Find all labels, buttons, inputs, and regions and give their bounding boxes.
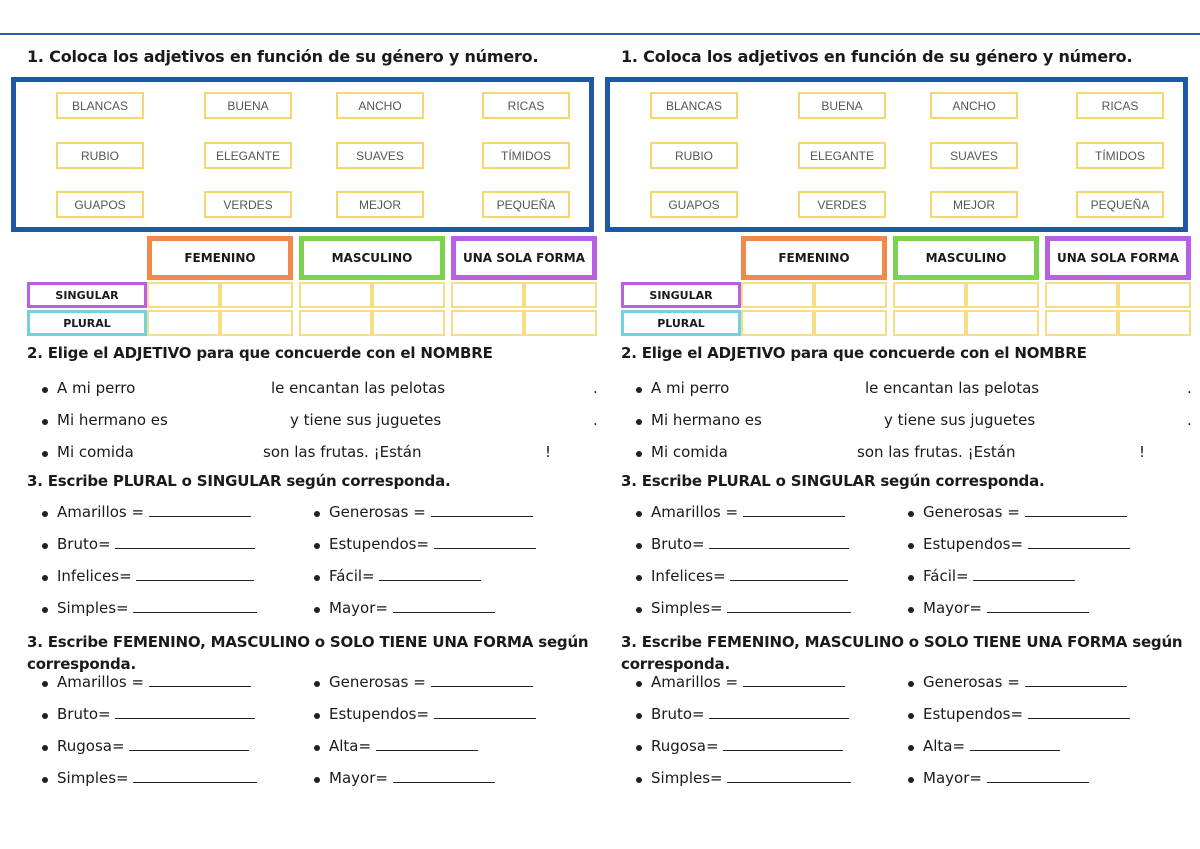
col-masculino: MASCULINO: [893, 236, 1039, 280]
answer-cell[interactable]: [1045, 310, 1118, 336]
answer-blank[interactable]: [709, 535, 849, 549]
section3-title: 3. Escribe PLURAL o SINGULAR según corresponda.: [27, 472, 451, 490]
word-tile: RICAS: [1076, 92, 1164, 119]
sentence-end: !: [545, 443, 552, 461]
answer-blank[interactable]: [149, 503, 251, 517]
word-tile: BLANCAS: [56, 92, 144, 119]
answer-cell[interactable]: [147, 310, 220, 336]
word-tile: MEJOR: [930, 191, 1018, 218]
answer-blank[interactable]: [136, 567, 254, 581]
section4-title: 3. Escribe FEMENINO, MASCULINO o SOLO TIENE UNA FORMA según corresponda.: [27, 633, 589, 673]
sentence-tail: y tiene sus juguetes: [884, 411, 1036, 429]
answer-blank[interactable]: [431, 503, 533, 517]
answer-blank[interactable]: [723, 737, 843, 751]
exercise-item: Estupendos=: [923, 535, 1130, 553]
sentence-tail: y tiene sus juguetes: [290, 411, 442, 429]
answer-blank[interactable]: [149, 673, 251, 687]
exercise-item: Bruto=: [651, 535, 849, 553]
answer-blank[interactable]: [709, 705, 849, 719]
answer-blank[interactable]: [376, 737, 478, 751]
exercise-item: Generosas =: [329, 673, 533, 691]
answer-cell[interactable]: [220, 310, 293, 336]
exercise-item: Amarillos =: [57, 503, 251, 521]
exercise-item: Simples=: [651, 769, 851, 787]
sentence-item: Mi comida: [651, 443, 728, 461]
word-bank: [11, 77, 594, 232]
answer-blank[interactable]: [987, 599, 1089, 613]
answer-cell[interactable]: [741, 310, 814, 336]
answer-blank[interactable]: [727, 599, 851, 613]
exercise-item: Alta=: [923, 737, 1060, 755]
exercise-item: Mayor=: [329, 769, 495, 787]
answer-blank[interactable]: [434, 705, 536, 719]
exercise-item: Estupendos=: [923, 705, 1130, 723]
exercise-item: Rugosa=: [57, 737, 249, 755]
word-tile: VERDES: [798, 191, 886, 218]
exercise-item: Fácil=: [329, 567, 481, 585]
sentence-item: Mi hermano es: [651, 411, 762, 429]
answer-blank[interactable]: [1028, 535, 1130, 549]
sentence-tail: le encantan las pelotas: [865, 379, 1040, 397]
col-una-sola-forma: UNA SOLA FORMA: [451, 236, 597, 280]
section1-title: 1. Coloca los adjetivos en función de su género y número.: [621, 47, 1133, 66]
exercise-item: Amarillos =: [651, 673, 845, 691]
answer-blank[interactable]: [379, 567, 481, 581]
section2-title: 2. Elige el ADJETIVO para que concuerde con el NOMBRE: [27, 344, 493, 362]
answer-cell[interactable]: [220, 282, 293, 308]
exercise-item: Amarillos =: [651, 503, 845, 521]
word-tile: GUAPOS: [56, 191, 144, 218]
exercise-item: Infelices=: [57, 567, 254, 585]
word-tile: RUBIO: [650, 142, 738, 169]
exercise-item: Infelices=: [651, 567, 848, 585]
sentence-end: .: [593, 411, 598, 429]
word-tile: RUBIO: [56, 142, 144, 169]
word-tile: TÍMIDOS: [1076, 142, 1164, 169]
exercise-item: Simples=: [57, 769, 257, 787]
exercise-item: Mayor=: [329, 599, 495, 617]
word-tile: SUAVES: [336, 142, 424, 169]
word-tile: PEQUEÑA: [1076, 191, 1164, 218]
word-tile: PEQUEÑA: [482, 191, 570, 218]
section1-title: 1. Coloca los adjetivos en función de su género y número.: [27, 47, 539, 66]
answer-blank[interactable]: [727, 769, 851, 783]
word-tile: BUENA: [798, 92, 886, 119]
answer-blank[interactable]: [129, 737, 249, 751]
word-tile: ANCHO: [930, 92, 1018, 119]
answer-cell[interactable]: [814, 282, 887, 308]
sentence-item: A mi perro: [57, 379, 136, 397]
col-una-sola-forma: UNA SOLA FORMA: [1045, 236, 1191, 280]
exercise-item: Estupendos=: [329, 535, 536, 553]
col-femenino: FEMENINO: [147, 236, 293, 280]
worksheet-right: [621, 0, 1200, 849]
answer-cell[interactable]: [814, 310, 887, 336]
section4-title: 3. Escribe FEMENINO, MASCULINO o SOLO TIENE UNA FORMA según corresponda.: [621, 633, 1183, 673]
answer-blank[interactable]: [393, 769, 495, 783]
answer-cell[interactable]: [966, 310, 1039, 336]
answer-blank[interactable]: [393, 599, 495, 613]
word-tile: ANCHO: [336, 92, 424, 119]
answer-blank[interactable]: [973, 567, 1075, 581]
answer-blank[interactable]: [743, 673, 845, 687]
answer-cell[interactable]: [893, 310, 966, 336]
exercise-item: Estupendos=: [329, 705, 536, 723]
answer-cell[interactable]: [1118, 282, 1191, 308]
word-tile: ELEGANTE: [204, 142, 292, 169]
answer-blank[interactable]: [115, 705, 255, 719]
answer-blank[interactable]: [970, 737, 1060, 751]
word-tile: GUAPOS: [650, 191, 738, 218]
answer-blank[interactable]: [115, 535, 255, 549]
answer-blank[interactable]: [1028, 705, 1130, 719]
exercise-item: Bruto=: [57, 535, 255, 553]
exercise-item: Generosas =: [923, 673, 1127, 691]
answer-cell[interactable]: [299, 282, 372, 308]
worksheet-left: [27, 0, 607, 849]
exercise-item: Mayor=: [923, 769, 1089, 787]
word-tile: BUENA: [204, 92, 292, 119]
answer-cell[interactable]: [372, 310, 445, 336]
word-tile: RICAS: [482, 92, 570, 119]
answer-cell[interactable]: [524, 310, 597, 336]
word-tile: BLANCAS: [650, 92, 738, 119]
sentence-item: Mi hermano es: [57, 411, 168, 429]
sentence-end: .: [593, 379, 598, 397]
answer-cell[interactable]: [299, 310, 372, 336]
answer-blank[interactable]: [1025, 673, 1127, 687]
word-tile: TÍMIDOS: [482, 142, 570, 169]
answer-cell[interactable]: [147, 282, 220, 308]
word-tile: SUAVES: [930, 142, 1018, 169]
answer-cell[interactable]: [893, 282, 966, 308]
row-singular: SINGULAR: [27, 282, 147, 308]
exercise-item: Fácil=: [923, 567, 1075, 585]
word-tile: ELEGANTE: [798, 142, 886, 169]
row-plural: PLURAL: [27, 310, 147, 336]
exercise-item: Simples=: [651, 599, 851, 617]
answer-cell[interactable]: [372, 282, 445, 308]
sentence-item: Mi comida: [57, 443, 134, 461]
section3-title: 3. Escribe PLURAL o SINGULAR según corresponda.: [621, 472, 1045, 490]
exercise-item: Amarillos =: [57, 673, 251, 691]
answer-cell[interactable]: [451, 310, 524, 336]
answer-blank[interactable]: [434, 535, 536, 549]
answer-cell[interactable]: [524, 282, 597, 308]
word-tile: MEJOR: [336, 191, 424, 218]
sentence-end: .: [1187, 379, 1192, 397]
exercise-item: Generosas =: [923, 503, 1127, 521]
sentence-tail: son las frutas. ¡Están: [263, 443, 422, 461]
sentence-end: .: [1187, 411, 1192, 429]
sentence-tail: le encantan las pelotas: [271, 379, 446, 397]
answer-blank[interactable]: [431, 673, 533, 687]
answer-cell[interactable]: [741, 282, 814, 308]
answer-blank[interactable]: [133, 599, 257, 613]
answer-blank[interactable]: [743, 503, 845, 517]
row-plural: PLURAL: [621, 310, 741, 336]
answer-cell[interactable]: [451, 282, 524, 308]
exercise-item: Bruto=: [651, 705, 849, 723]
col-femenino: FEMENINO: [741, 236, 887, 280]
exercise-item: Simples=: [57, 599, 257, 617]
answer-blank[interactable]: [1025, 503, 1127, 517]
exercise-item: Bruto=: [57, 705, 255, 723]
answer-blank[interactable]: [987, 769, 1089, 783]
exercise-item: Mayor=: [923, 599, 1089, 617]
row-singular: SINGULAR: [621, 282, 741, 308]
exercise-item: Generosas =: [329, 503, 533, 521]
answer-blank[interactable]: [730, 567, 848, 581]
sentence-end: !: [1139, 443, 1146, 461]
col-masculino: MASCULINO: [299, 236, 445, 280]
answer-cell[interactable]: [1118, 310, 1191, 336]
answer-cell[interactable]: [1045, 282, 1118, 308]
exercise-item: Alta=: [329, 737, 478, 755]
exercise-item: Rugosa=: [651, 737, 843, 755]
word-bank: [605, 77, 1188, 232]
sentence-item: A mi perro: [651, 379, 730, 397]
sentence-tail: son las frutas. ¡Están: [857, 443, 1016, 461]
word-tile: VERDES: [204, 191, 292, 218]
section2-title: 2. Elige el ADJETIVO para que concuerde con el NOMBRE: [621, 344, 1087, 362]
answer-blank[interactable]: [133, 769, 257, 783]
answer-cell[interactable]: [966, 282, 1039, 308]
